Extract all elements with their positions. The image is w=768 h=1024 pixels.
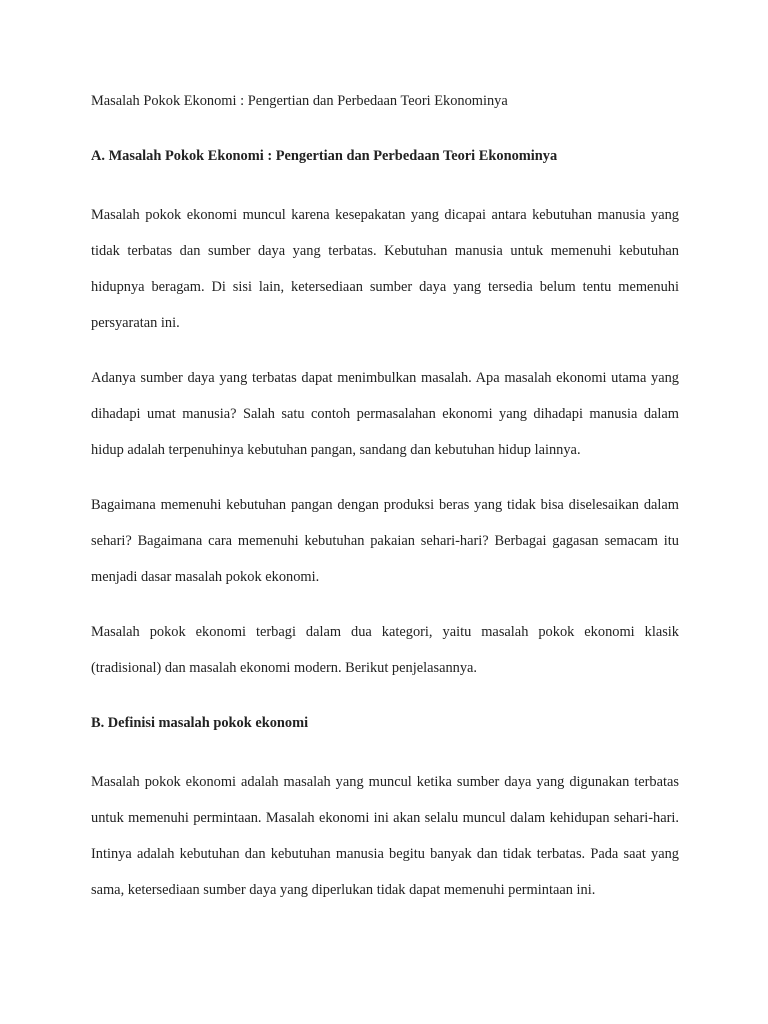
paragraph: Bagaimana memenuhi kebutuhan pangan dengan produksi beras yang tidak bisa diselesaikan dalam sehari? Bagaimana cara memenuhi kebutuhan pakaian sehari-hari? Berbagai gagasan semacam itu menjadi dasar masalah pokok ekonomi. bbox=[91, 497, 679, 585]
document-page bbox=[91, 88, 679, 908]
paragraph: Adanya sumber daya yang terbatas dapat menimbulkan masalah. Apa masalah ekonomi utama yang dihadapi umat manusia? Salah satu contoh permasalahan ekonomi yang dihadapi manusia dalam hidup adalah terpenuhinya kebutuhan pangan, sandang dan kebutuhan hidup lainnya. bbox=[91, 370, 679, 458]
section-a-heading: A. Masalah Pokok Ekonomi : Pengertian dan Perbedaan Teori Ekonominya bbox=[91, 148, 558, 164]
document-title: Masalah Pokok Ekonomi : Pengertian dan Perbedaan Teori Ekonominya bbox=[91, 93, 508, 109]
section-b-heading: B. Definisi masalah pokok ekonomi bbox=[91, 715, 309, 731]
paragraph: Masalah pokok ekonomi terbagi dalam dua kategori, yaitu masalah pokok ekonomi klasik (tradisional) dan masalah ekonomi modern. Berikut penjelasannya. bbox=[91, 624, 679, 676]
paragraph: Masalah pokok ekonomi muncul karena kesepakatan yang dicapai antara kebutuhan manusia yang tidak terbatas dan sumber daya yang terbatas. Kebutuhan manusia untuk memenuhi kebutuhan hidupnya beragam. Di sisi lain, ketersediaan sumber daya yang tersedia belum tentu memenuhi persyaratan ini. bbox=[91, 207, 679, 331]
paragraph: Masalah pokok ekonomi adalah masalah yang muncul ketika sumber daya yang digunakan terbatas untuk memenuhi permintaan. Masalah ekonomi ini akan selalu muncul dalam kehidupan sehari-hari. Intinya adalah kebutuhan dan kebutuhan manusia begitu banyak dan tidak terbatas. Pada saat yang sama, ketersediaan sumber daya yang diperlukan tidak dapat memenuhi permintaan ini. bbox=[91, 774, 679, 898]
